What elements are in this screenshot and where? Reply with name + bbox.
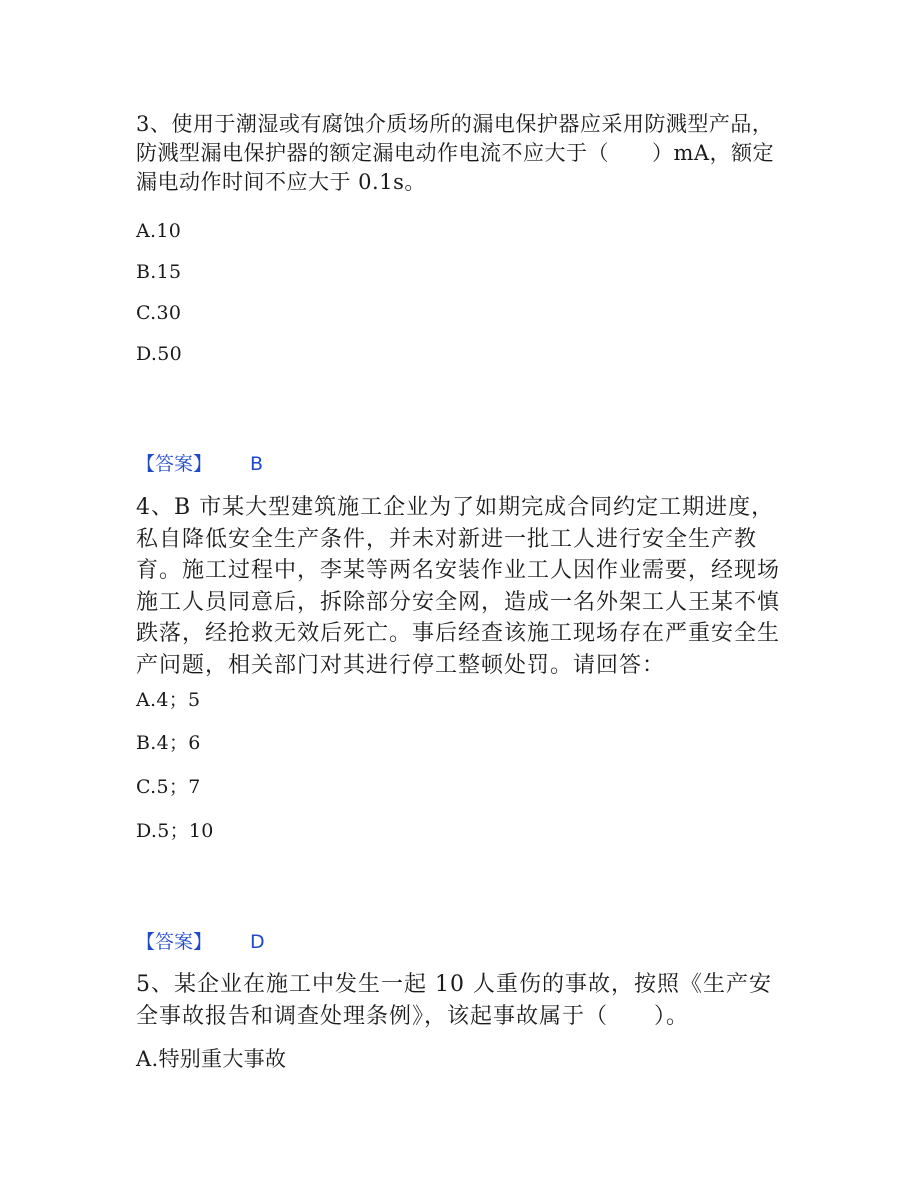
question-4-option-b: B.4；6 [136, 732, 201, 754]
question-3-option-b: B.15 [136, 261, 182, 283]
question-3-option-a: A.10 [136, 220, 182, 242]
question-3-option-c: C.30 [136, 302, 182, 324]
answer-value: D [250, 931, 265, 953]
answer-label: 【答案】 [136, 931, 213, 953]
answer-value: B [250, 453, 264, 475]
question-4-answer [136, 930, 265, 954]
question-4-text: 4、B 市某大型建筑施工企业为了如期完成合同约定工期进度，私自降低安全生产条件，并未对新进一批工人进行安全生产教育。施工过程中，李某等两名安装作业工人因作业需要，经现场施工人员同意后，拆除部分安全网，造成一名外架工人王某不慎跌落，经抢救无效后死亡。事后经查该施工现场存在严重安全生产问题，相关部门对其进行停工整顿处罚。请回答： [136, 495, 781, 678]
question-3-answer [136, 452, 263, 476]
question-4-option-a: A.4；5 [136, 689, 201, 711]
question-5-option-a: A.特别重大事故 [136, 1047, 287, 1071]
answer-label: 【答案】 [136, 453, 213, 475]
question-3-text: 3、使用于潮湿或有腐蚀介质场所的漏电保护器应采用防溅型产品，防溅型漏电保护器的额定漏电动作电流不应大于（ ）mA，额定漏电动作时间不应大于 0.1s。 [136, 112, 775, 194]
question-4-option-d: D.5；10 [136, 820, 214, 842]
question-3-option-d: D.50 [136, 343, 182, 365]
question-5-text: 5、某企业在施工中发生一起 10 人重伤的事故，按照《生产安全事故报告和调查处理条例》，该起事故属于（ ）。 [136, 972, 772, 1029]
question-4-option-c: C.5；7 [136, 776, 201, 798]
